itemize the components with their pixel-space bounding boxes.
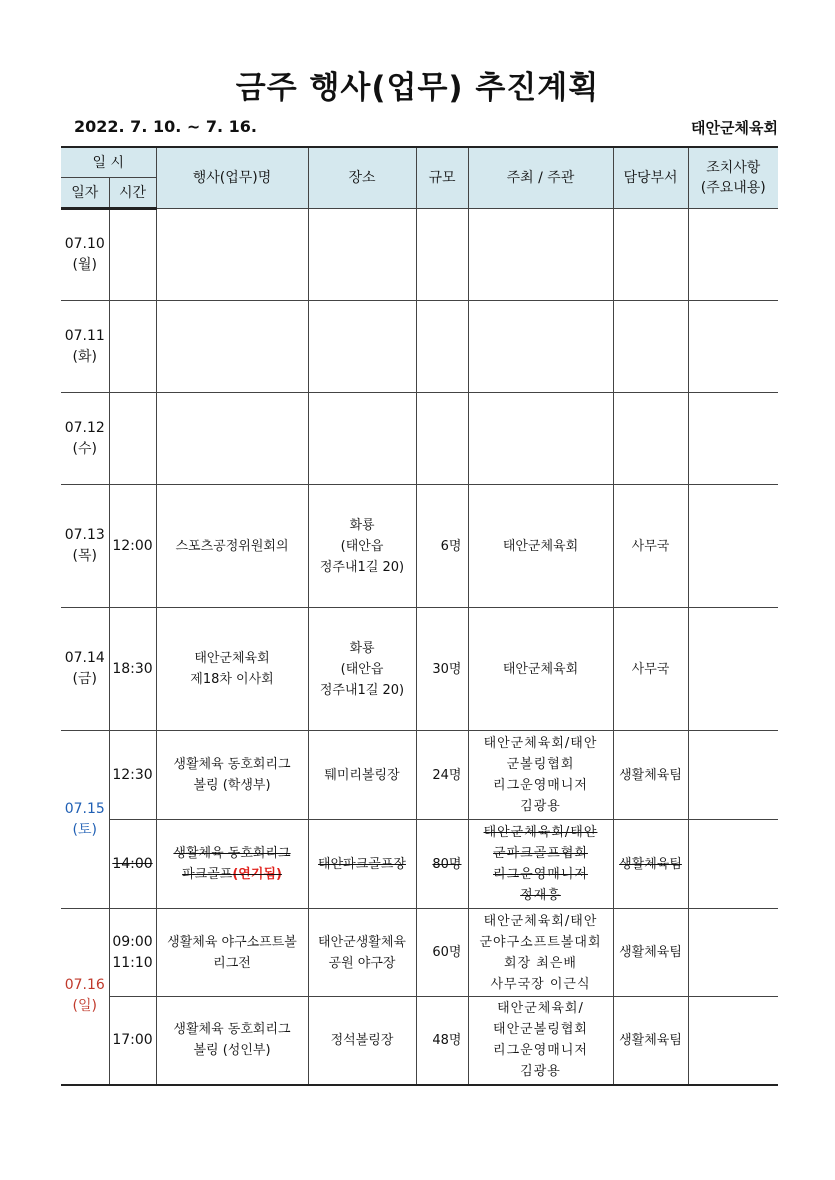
event-name-line: 생활체육 동호회리그 (173, 757, 291, 772)
place-line: (태안읍 (340, 661, 384, 677)
table-row (61, 731, 778, 820)
time-cell (109, 301, 156, 393)
date-text: 07.11 (64, 327, 105, 344)
action-cell (688, 485, 778, 608)
place-cell: 퉤미리볼링장 (308, 731, 416, 820)
dept-cell (613, 301, 688, 393)
header-event: 행사(업무)명 (156, 147, 308, 209)
host-line: 김광용 (520, 1064, 561, 1080)
place-cell (308, 209, 416, 301)
table-row (61, 301, 778, 393)
dept-cell: 생활체육팀 (613, 820, 688, 909)
date-cell (61, 731, 109, 909)
host-cell: 태안군체육회 (468, 485, 613, 608)
header-host: 주최 / 주관 (468, 147, 613, 209)
event-cell (156, 209, 308, 301)
dept-cell: 생활체육팀 (613, 909, 688, 997)
schedule-table (61, 146, 778, 1086)
scale-cell: 48명 (416, 997, 468, 1085)
host-line: 리그운영매니저 (493, 867, 588, 882)
date-cell (61, 393, 109, 485)
date-text: 07.16 (64, 977, 105, 994)
event-name-line: 볼링 (성인부) (193, 1043, 271, 1059)
host-cell (468, 301, 613, 393)
host-line: 김광용 (520, 799, 561, 814)
host-line: 태안군체육회/태안 (483, 825, 598, 840)
host-line: 태안군체육회/태안 (483, 913, 598, 929)
postponed-badge: (연기됨) (232, 867, 282, 882)
event-cell (156, 820, 308, 909)
event-name-line: 볼링 (학생부) (193, 778, 271, 793)
event-name-line: 생활체육 동호회리그 (173, 1022, 291, 1038)
action-cell (688, 731, 778, 820)
place-cell (308, 485, 416, 608)
place-line: 화룡 (349, 640, 375, 656)
header-action (688, 147, 778, 209)
weekday-text: (월) (72, 257, 97, 273)
time-cell: 14:00 (109, 820, 156, 909)
weekday-text: (일) (72, 998, 97, 1015)
action-cell (688, 820, 778, 909)
event-cell (156, 393, 308, 485)
time-cell (109, 909, 156, 997)
date-text: 07.13 (64, 527, 105, 543)
dept-cell: 생활체육팀 (613, 997, 688, 1085)
place-line: 정주내1길 20) (319, 682, 405, 698)
event-name-line: 리그전 (213, 955, 251, 971)
weekday-text: (수) (72, 440, 97, 457)
time-cell: 17:00 (109, 997, 156, 1085)
place-line: (태안읍 (340, 538, 384, 554)
table-row (61, 909, 778, 997)
table-row (61, 485, 778, 608)
place-cell: 태안파크골프장 (308, 820, 416, 909)
action-cell (688, 209, 778, 301)
dept-cell: 사무국 (613, 608, 688, 731)
table-row (61, 393, 778, 485)
date-text: 07.15 (64, 800, 105, 817)
weekday-text: (목) (72, 548, 97, 564)
dept-cell (613, 209, 688, 301)
host-line: 리그운영매니저 (493, 1043, 588, 1059)
date-text: 07.14 (64, 650, 105, 666)
dept-cell: 생활체육팀 (613, 731, 688, 820)
date-cell (61, 485, 109, 608)
time-cell: 12:00 (109, 485, 156, 608)
scale-cell (416, 209, 468, 301)
place-cell (308, 301, 416, 393)
organization-name: 태안군체육회 (691, 119, 778, 137)
host-line: 군야구소프트볼대회 (479, 934, 602, 950)
header-action-line1: 조치사항 (706, 160, 761, 176)
action-cell (688, 301, 778, 393)
place-cell (308, 393, 416, 485)
place-line: 공원 야구장 (328, 955, 396, 971)
time-cell: 18:30 (109, 608, 156, 731)
place-line: 화룡 (349, 517, 375, 533)
date-cell (61, 909, 109, 1085)
scale-cell (416, 393, 468, 485)
header-dept: 담당부서 (613, 147, 688, 209)
host-cell: 태안군체육회 (468, 608, 613, 731)
weekday-text: (토) (72, 821, 97, 838)
header-action-line2: (주요내용) (700, 180, 766, 196)
dept-cell (613, 393, 688, 485)
date-text: 07.12 (64, 419, 105, 436)
host-line: 군파크골프협회 (493, 846, 588, 861)
host-line: 리그운영매니저 (493, 778, 588, 793)
scale-cell: 30명 (416, 608, 468, 731)
header-scale: 규모 (416, 147, 468, 209)
event-name-line: 제18차 이사회 (190, 672, 274, 687)
table-row (61, 209, 778, 301)
table-row (61, 608, 778, 731)
event-cell (156, 301, 308, 393)
scale-cell: 24명 (416, 731, 468, 820)
date-cell (61, 301, 109, 393)
place-line: 태안군생활체육 (318, 934, 406, 950)
date-cell (61, 209, 109, 301)
event-cell (156, 608, 308, 731)
table-row (61, 820, 778, 909)
scale-cell: 80명 (416, 820, 468, 909)
event-name-line: 태안군체육회 (194, 651, 270, 666)
host-cell (468, 731, 613, 820)
scale-cell: 60명 (416, 909, 468, 997)
time-cell (109, 209, 156, 301)
place-cell (308, 909, 416, 997)
page-title: 금주 행사(업무) 추진계획 (235, 70, 600, 106)
host-line: 태안군체육회/ (497, 1001, 584, 1017)
host-line: 군볼링협회 (506, 757, 575, 772)
header-date: 일자 (61, 178, 109, 209)
action-cell (688, 393, 778, 485)
weekday-text: (금) (72, 671, 97, 687)
event-name: 스포츠공정위원회의 (156, 485, 308, 608)
host-line: 회장 최은배 (504, 955, 577, 971)
host-line: 태안군볼링협회 (493, 1022, 588, 1038)
action-cell (688, 997, 778, 1085)
place-cell (308, 608, 416, 731)
date-text: 07.10 (64, 236, 105, 252)
event-name-line (159, 864, 306, 885)
period-range: 2022. 7. 10. ~ 7. 16. (74, 117, 257, 136)
weekday-text: (화) (72, 348, 97, 365)
event-cell (156, 731, 308, 820)
host-line: 태안군체육회/태안 (483, 736, 598, 751)
scale-cell (416, 301, 468, 393)
header-place: 장소 (308, 147, 416, 209)
place-cell: 정석볼링장 (308, 997, 416, 1085)
time-line: 09:00 (112, 933, 153, 950)
event-cell (156, 997, 308, 1085)
event-name-line: 생활체육 동호회리그 (173, 846, 291, 861)
action-cell (688, 909, 778, 997)
event-name-text: 파크골프 (182, 867, 233, 882)
event-name-line: 생활체육 야구소프트볼 (167, 934, 297, 950)
time-cell: 12:30 (109, 731, 156, 820)
host-line: 사무국장 이근식 (490, 976, 591, 992)
table-row (61, 997, 778, 1085)
host-cell (468, 820, 613, 909)
host-cell (468, 393, 613, 485)
scale-cell: 6명 (416, 485, 468, 608)
place-line: 정주내1길 20) (319, 559, 405, 575)
date-cell (61, 608, 109, 731)
time-line: 11:10 (112, 954, 153, 971)
event-cell (156, 909, 308, 997)
host-cell (468, 997, 613, 1085)
header-datetime: 일 시 (61, 147, 156, 178)
host-cell (468, 209, 613, 301)
time-cell (109, 393, 156, 485)
host-line: 정재흥 (520, 888, 561, 903)
dept-cell: 사무국 (613, 485, 688, 608)
host-cell (468, 909, 613, 997)
action-cell (688, 608, 778, 731)
header-time: 시간 (109, 178, 156, 209)
